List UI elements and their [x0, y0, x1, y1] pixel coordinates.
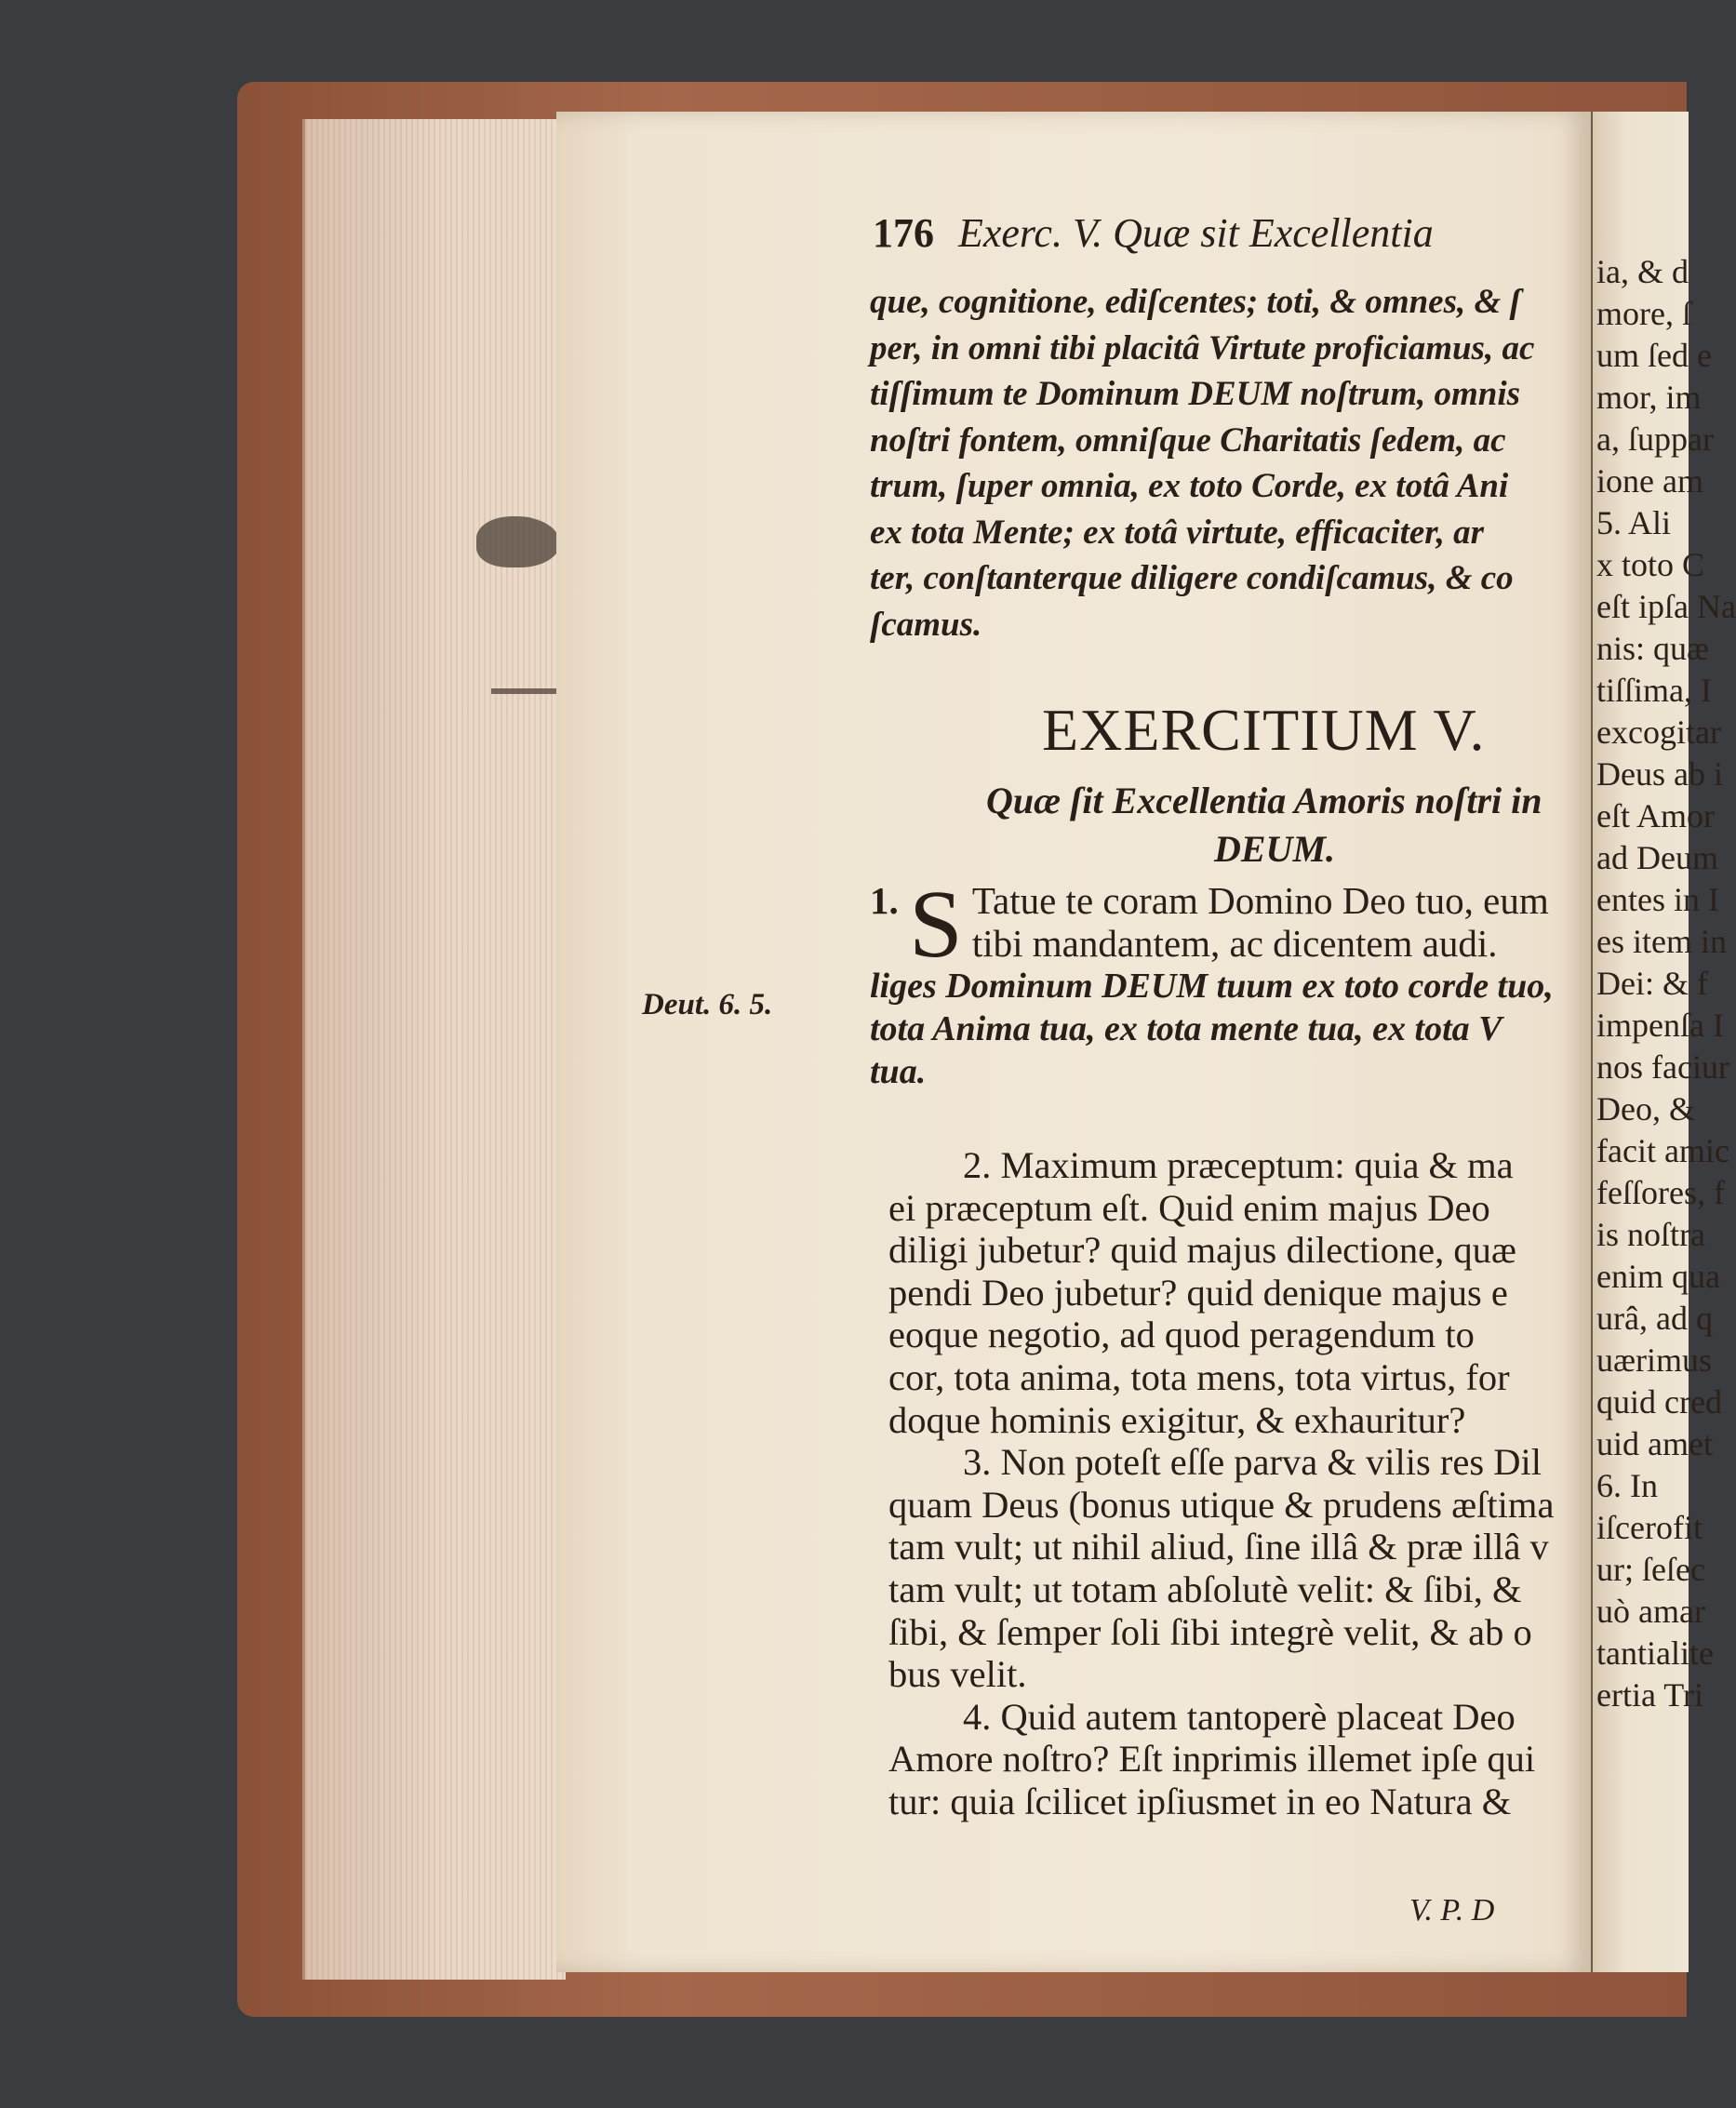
text-line: liges Dominum DEUM tuum ex toto corde tuo, — [870, 967, 1554, 1006]
fragment-line: eſt ipſa Na — [1596, 588, 1736, 625]
page-number: 176 — [873, 210, 934, 256]
ink-stain — [476, 516, 560, 567]
fragment-line: es item in — [1596, 923, 1727, 960]
right-page-lines — [1593, 112, 1736, 1716]
fragment-line: more, ſ — [1596, 295, 1691, 332]
fragment-line: Dei: & f — [1596, 965, 1708, 1002]
fragment-line: uid amet — [1596, 1425, 1713, 1462]
text-line: ei præceptum eſt. Quid enim majus Deo — [888, 1186, 1490, 1229]
text-line: tua. — [870, 1052, 927, 1091]
fragment-line: ad Deum — [1596, 839, 1718, 876]
text-line: tibi mandantem, ac dicentem audi. — [971, 922, 1498, 965]
text-line: bus velit. — [888, 1653, 1027, 1696]
margin-reference: Deut. 6. 5. — [642, 988, 773, 1021]
text-line: tur: quia ſcilicet ipſiusmet in eo Natura & — [888, 1780, 1512, 1822]
subtitle-line: DEUM. — [1213, 828, 1336, 870]
drop-cap: S — [909, 871, 963, 978]
text-line: 4. Quid autem tantoperè placeat Deo — [963, 1695, 1516, 1738]
text-line: quam Deus (bonus utique & prudens æſtima — [888, 1483, 1555, 1526]
page-edges — [302, 119, 566, 1980]
fragment-line: entes in I — [1596, 881, 1719, 918]
subtitle-line: Quæ ſit Excellentia Amoris noſtri in — [986, 780, 1542, 821]
text-line: noſtri fontem, omniſque Charitatis ſedem, ac — [870, 420, 1506, 460]
fragment-line: enim qua — [1596, 1258, 1720, 1295]
text-line: tam vult; ut nihil aliud, ſine illâ & præ illâ v — [888, 1526, 1549, 1568]
fragment-line: Deus ab i — [1596, 755, 1723, 793]
text-line: 2. Maximum præceptum: quia & ma — [963, 1144, 1514, 1186]
fragment-line: uò amar — [1596, 1593, 1705, 1630]
text-line: pendi Deo jubetur? quid denique majus e — [888, 1271, 1508, 1314]
running-head — [873, 209, 1598, 257]
text-line: tiſſimum te Dominum DEUM noſtrum, omnis — [870, 375, 1521, 413]
fragment-line: iſcerofit — [1596, 1509, 1703, 1546]
body-text — [888, 1144, 1563, 1823]
edge-mark — [491, 688, 561, 694]
fragment-line: uærimus — [1596, 1341, 1713, 1379]
fragment-line: x toto C — [1596, 546, 1705, 583]
text-line: trum, ſuper omnia, ex toto Corde, ex totâ Ani — [870, 467, 1509, 505]
fragment-line: tantialite — [1596, 1634, 1714, 1672]
fragment-line: eſt Amor — [1596, 797, 1715, 834]
text-line: ter, conſtanterque diligere condiſcamus, & co — [870, 559, 1514, 597]
text-line: diligi jubetur? quid majus dilectione, quæ — [888, 1229, 1516, 1272]
right-page-fragment — [1591, 112, 1736, 1972]
fragment-line: nis: quæ — [1596, 630, 1710, 667]
fragment-line: impenſa I — [1596, 1007, 1724, 1044]
paragraph-number: 1. — [870, 879, 899, 922]
fragment-line: is noſtra — [1596, 1216, 1705, 1253]
fragment-line: nos faciur — [1596, 1048, 1729, 1086]
fragment-line: 6. In — [1596, 1467, 1658, 1504]
text-line: doque hominis exigitur, & exhauritur? — [888, 1398, 1466, 1441]
fragment-line: mor, im — [1596, 379, 1702, 416]
text-line: per, in omni tibi placitâ Virtute proficiamus, ac — [870, 328, 1535, 367]
running-head-title: Exerc. V. Quæ sit Excellentia — [958, 210, 1434, 256]
fragment-line: a, ſuppar — [1596, 420, 1714, 458]
text-line: que, cognitione, ediſcentes; toti, & omnes, & ſ — [870, 283, 1521, 321]
text-line: ſcamus. — [870, 605, 982, 644]
text-line: 3. Non poteſt eſſe parva & vilis res Dil — [963, 1441, 1542, 1484]
fragment-line: urâ, ad q — [1596, 1300, 1713, 1337]
text-line: Tatue te coram Domino Deo tuo, eum — [971, 879, 1549, 922]
text-line: cor, tota anima, tota mens, tota virtus, for — [888, 1355, 1510, 1398]
fragment-line: ur; ſeſec — [1596, 1551, 1705, 1588]
fragment-line: 5. Ali — [1596, 504, 1672, 541]
fragment-line: ertia Tri — [1596, 1676, 1704, 1714]
fragment-line: tiſſima, I — [1596, 672, 1712, 709]
text-line: tota Anima tua, ex tota mente tua, ex tota V — [870, 1009, 1502, 1048]
catchword: V. P. D — [1409, 1893, 1495, 1928]
fragment-line: ione am — [1596, 462, 1703, 500]
text-line: eoque negotio, ad quod peragendum to — [888, 1314, 1475, 1356]
fragment-line: facit amic — [1596, 1132, 1729, 1169]
text-line: ex tota Mente; ex totâ virtute, efficaciter, ar — [870, 513, 1485, 552]
text-line: Amore noſtro? Eſt inprimis illemet ipſe qui — [888, 1738, 1536, 1781]
fragment-line: quid cred — [1596, 1383, 1722, 1421]
text-line: tam vult; ut totam abſolutè velit: & ſibi, & — [888, 1568, 1522, 1610]
fragment-line: um ſed e — [1596, 337, 1712, 374]
text-line: ſibi, & ſemper ſoli ſibi integrè velit, & ab o — [888, 1610, 1532, 1653]
opening-text — [870, 279, 1563, 647]
fragment-line: Deo, & — [1596, 1090, 1695, 1127]
chapter-subtitle — [977, 777, 1572, 874]
chapter-title: EXERCITIUM V. — [1042, 697, 1486, 763]
fragment-line: feſſores, f — [1596, 1174, 1725, 1211]
paragraph-1 — [870, 871, 1563, 1093]
fragment-line: ia, & d — [1596, 253, 1689, 290]
fragment-line: excogitar — [1596, 714, 1721, 751]
